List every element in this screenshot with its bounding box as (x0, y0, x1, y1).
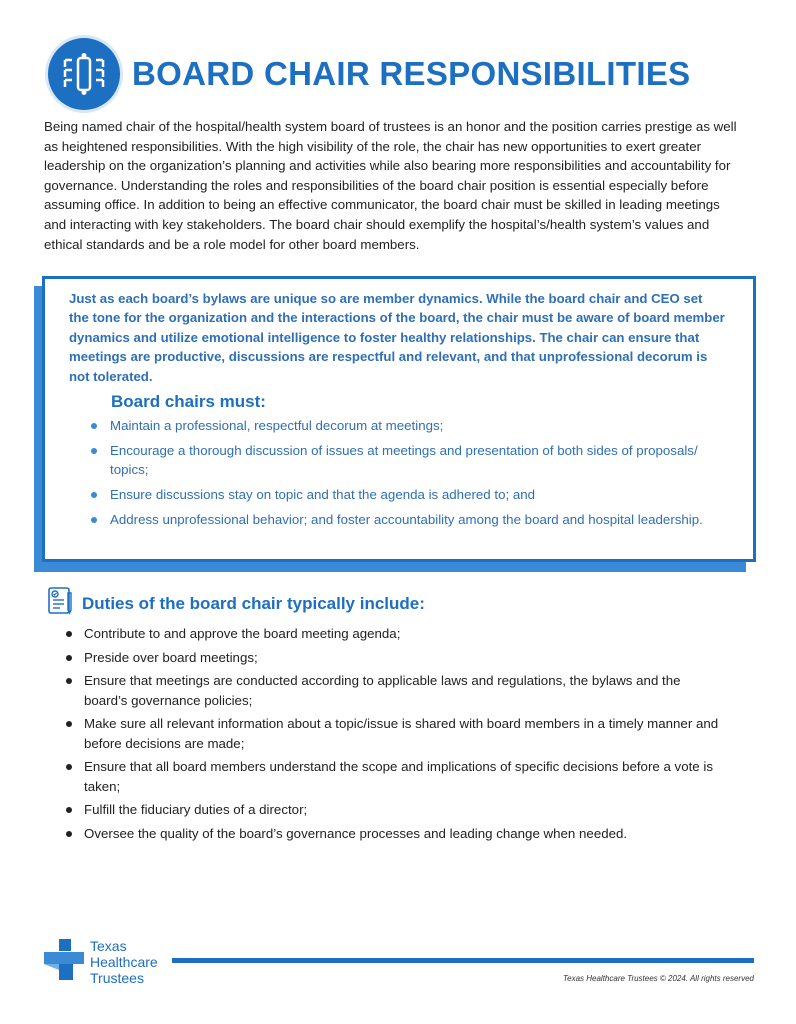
footer-org-name: Texas Healthcare Trustees (90, 938, 158, 986)
copyright-text: Texas Healthcare Trustees © 2024. All rights reserved (562, 974, 754, 983)
bullet-icon (66, 807, 72, 813)
board-table-icon (48, 38, 120, 110)
list-item: Encourage a thorough discussion of issues at meetings and presentation of both sides of proposals/ topics; (89, 441, 729, 479)
list-item: Oversee the quality of the board’s governance processes and leading change when needed. (66, 824, 726, 844)
bullet-icon (66, 631, 72, 637)
bullet-icon (66, 831, 72, 837)
document-checklist-icon (46, 587, 76, 620)
bullet-icon (66, 655, 72, 661)
must-heading: Board chairs must: (111, 392, 266, 411)
list-item: Ensure that all board members understand the scope and implications of specific decisions before a vote is taken; (66, 757, 726, 796)
list-item: Preside over board meetings; (66, 648, 726, 668)
page-title: BOARD CHAIR RESPONSIBILITIES (132, 55, 691, 92)
intro-paragraph: Being named chair of the hospital/health system board of trustees is an honor and the position carries prestige as well as heightened responsibilities. With the high visibility of the role, the chair has new opportunities to exert greater leadership on the organization’s planning and activities while also bearing more responsibilities and accountability for governance. Understanding the roles and responsibilities of the board chair position is essential especially before assuming office. In addition to being an effective communicator, the board chair must be skilled in leading meetings and interacting with key stakeholders. The board chair should exemplify the hospital’s/health system’s values and ethical standards and be a role model for other board members. (44, 119, 737, 252)
list-item: Ensure discussions stay on topic and that the agenda is adhered to; and (89, 485, 729, 504)
bullet-icon (91, 423, 97, 429)
page-header (48, 38, 690, 110)
list-item: Maintain a professional, respectful decorum at meetings; (89, 416, 729, 435)
texas-map-icon (42, 938, 88, 989)
list-item: Address unprofessional behavior; and foster accountability among the board and hospital leadership. (89, 510, 729, 529)
list-item: Contribute to and approve the board meeting agenda; (66, 624, 726, 644)
bullet-icon (66, 721, 72, 727)
list-item: Make sure all relevant information about a topic/issue is shared with board members in a timely manner and before decisions are made; (66, 714, 726, 753)
footer-divider (172, 958, 754, 963)
bullet-icon (91, 448, 97, 454)
list-item: Fulfill the fiduciary duties of a director; (66, 800, 726, 820)
must-list (89, 416, 729, 535)
callout-box (42, 276, 756, 562)
duties-list (66, 624, 726, 847)
bullet-icon (91, 517, 97, 523)
callout-intro: Just as each board’s bylaws are unique so are member dynamics. While the board chair and CEO set the tone for the organization and the interactions of the board, the chair must be aware of board member dynamics and utilize emotional intelligence to foster healthy relationships. The chair can ensure that meetings are productive, discussions are respectful and relevant, and that unprofessional decorum is not tolerated. (69, 291, 725, 384)
duties-heading: Duties of the board chair typically include: (82, 593, 425, 613)
footer-logo (42, 938, 158, 989)
bullet-icon (66, 764, 72, 770)
bullet-icon (66, 678, 72, 684)
duties-heading-row (46, 587, 425, 620)
bullet-icon (91, 492, 97, 498)
list-item: Ensure that meetings are conducted according to applicable laws and regulations, the bylaws and the board’s governance policies; (66, 671, 726, 710)
